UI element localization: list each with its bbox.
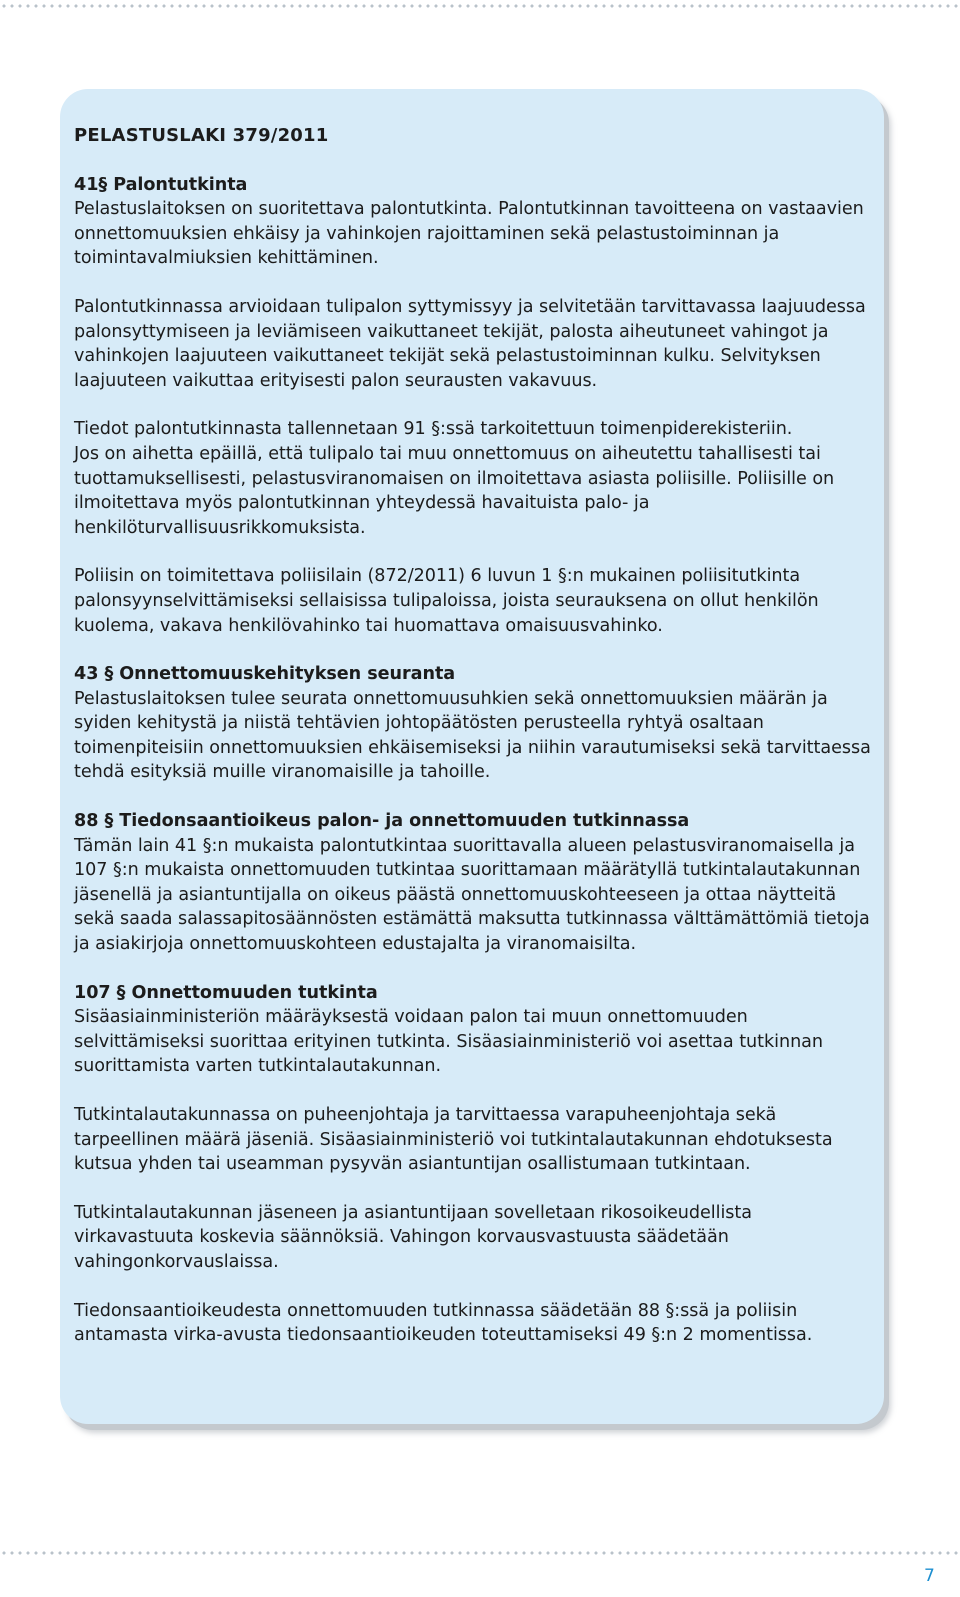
document-body: [74, 124, 874, 1372]
section-41-paragraph-3: Tiedot palontutkinnasta tallennetaan 91 §:ssä tarkoitettuun toimenpiderekisteriin.: [74, 419, 793, 440]
bottom-dotted-rule: [0, 1551, 960, 1555]
section-107: [74, 981, 874, 1348]
section-43: [74, 662, 874, 785]
section-41-paragraph-4: Jos on aihetta epäillä, että tulipalo tai muu onnettomuus on aiheutettu tahallisesti tai tuottamuksellisesti, pelastusviranomaisen on ilmoitettava asiasta poliisille. Poliisille on ilmoitettava myös palontutkinnan yhteydessä havaituista palo- ja henkilöturvallisuusrikkomuksista.: [74, 443, 835, 538]
section-88-paragraph-1: Tämän lain 41 §:n mukaista palontutkintaa suorittavalla alueen pelastusviranomaisella ja 107 §:n mukaista onnettomuuden tutkintaa suorittamaan määrätyllä tutkintalautakunnan jäsenellä ja asiantuntijalla on oikeus päästä onnettomuuskohteeseen ja ottaa näytteitä sekä saada salassapitosäännösten estämättä maksutta tutkinnassa välttämättömiä tietoja ja asiakirjoja onnettomuuskohteen edustajalta ja viranomaisilta.: [74, 835, 870, 955]
section-107-paragraph-1: Sisäasiainministeriön määräyksestä voidaan palon tai muun onnettomuuden selvittämiseksi suorittaa erityinen tutkinta. Sisäasiainministeriö voi asettaa tutkinnan suorittamista varten tutkintalautakunnan.: [74, 1007, 823, 1077]
top-dotted-rule: [0, 4, 960, 8]
section-41-paragraph-2: Palontutkinnassa arvioidaan tulipalon syttymissyy ja selvitetään tarvittavassa laajuudessa palonsyttymiseen ja leviämiseen vaikuttaneet tekijät, palosta aiheutuneet vahingot ja vahinkojen laajuuteen vaikuttaneet tekijät sekä pelastustoiminnan kulku. Selvityksen laajuuteen vaikuttaa erityisesti palon seurausten vakavuus.: [74, 296, 866, 391]
page-number: 7: [924, 1566, 935, 1586]
section-107-paragraph-3: Tutkintalautakunnan jäseneen ja asiantuntijaan sovelletaan rikosoikeudellista virkavastuuta koskevia säännöksiä. Vahingon korvausvastuusta säädetään vahingonkorvauslaissa.: [74, 1202, 752, 1272]
section-43-heading: 43 § Onnettomuuskehityksen seuranta: [74, 664, 456, 685]
section-41-paragraph-1: Pelastuslaitoksen on suoritettava palontutkinta. Palontutkinnan tavoitteena on vastaavien onnettomuuksien ehkäisy ja vahinkojen rajoittaminen sekä pelastustoiminnan ja toimintavalmiuksien kehittäminen.: [74, 199, 864, 269]
section-41-heading: 41§ Palontutkinta: [74, 174, 248, 195]
section-41: [74, 173, 874, 639]
section-88: [74, 809, 874, 957]
section-43-paragraph-1: Pelastuslaitoksen tulee seurata onnettomuusuhkien sekä onnettomuuksien määrän ja syiden kehitystä ja niistä tehtävien johtopäätösten perusteella ryhtyä osaltaan toimenpiteisiin onnettomuuksien ehkäisemiseksi ja niihin varautumiseksi sekä tarvittaessa tehdä esityksiä muille viranomaisille ja tahoille.: [74, 688, 871, 783]
section-107-paragraph-2: Tutkintalautakunnassa on puheenjohtaja ja tarvittaessa varapuheenjohtaja sekä tarpeellinen määrä jäseniä. Sisäasiainministeriö voi tutkintalautakunnan ehdotuksesta kutsua yhden tai useamman pysyvän asiantuntijan osallistumaan tutkintaan.: [74, 1105, 833, 1175]
section-107-heading: 107 § Onnettomuuden tutkinta: [74, 982, 378, 1003]
section-107-paragraph-4: Tiedonsaantioikeudesta onnettomuuden tutkinnassa säädetään 88 §:ssä ja poliisin antamasta virka-avusta tiedonsaantioikeuden toteuttamiseksi 49 §:n 2 momentissa.: [74, 1300, 813, 1346]
document-title: PELASTUSLAKI 379/2011: [74, 125, 329, 146]
section-88-heading: 88 § Tiedonsaantioikeus palon- ja onnettomuuden tutkinnassa: [74, 811, 690, 832]
section-41-paragraph-5: Poliisin on toimitettava poliisilain (872/2011) 6 luvun 1 §:n mukainen poliisitutkinta palonsyynselvittämiseksi sellaisissa tulipaloissa, joista seurauksena on ollut henkilön kuolema, vakava henkilövahinko tai huomattava omaisuusvahinko.: [74, 566, 819, 636]
